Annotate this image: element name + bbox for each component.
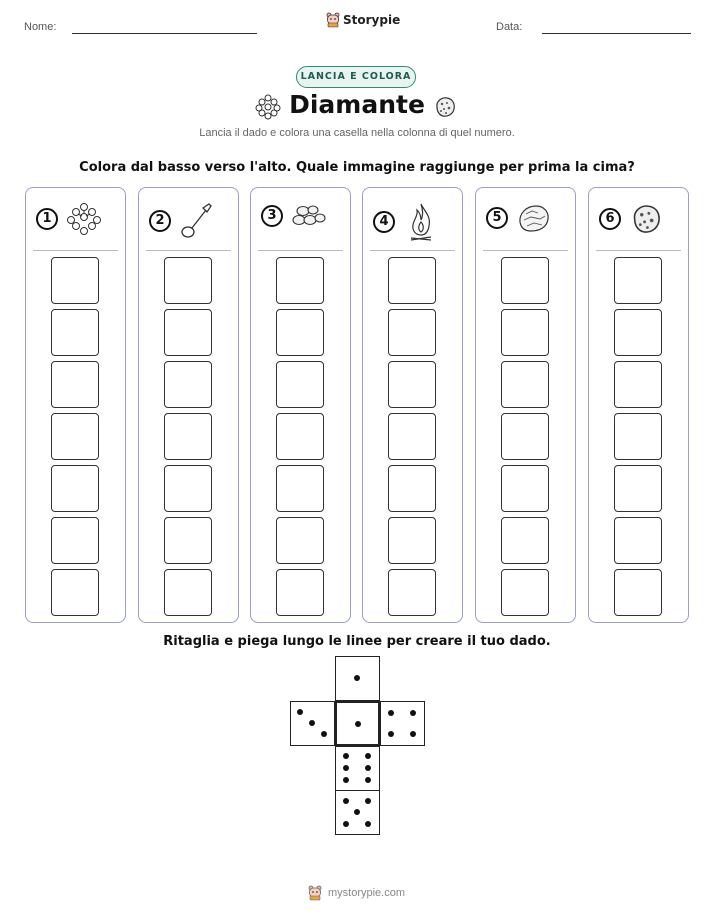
column-2	[138, 187, 239, 623]
color-box[interactable]	[614, 517, 662, 564]
color-box[interactable]	[614, 257, 662, 304]
column-divider	[483, 250, 568, 251]
die-face-1	[335, 656, 380, 701]
color-box[interactable]	[501, 257, 549, 304]
color-box[interactable]	[164, 517, 212, 564]
color-box[interactable]	[388, 465, 436, 512]
color-box[interactable]	[388, 569, 436, 616]
color-box[interactable]	[501, 465, 549, 512]
color-box[interactable]	[164, 413, 212, 460]
die-pip	[388, 731, 394, 737]
column-divider	[370, 250, 455, 251]
color-box[interactable]	[276, 309, 324, 356]
color-box[interactable]	[164, 569, 212, 616]
column-number: 3	[261, 205, 283, 227]
die-pip	[321, 731, 327, 737]
column-divider	[258, 250, 343, 251]
die-pip	[365, 765, 371, 771]
die-face-3	[290, 701, 335, 746]
color-box[interactable]	[276, 569, 324, 616]
column-6	[588, 187, 689, 623]
color-box[interactable]	[388, 257, 436, 304]
color-box[interactable]	[501, 569, 549, 616]
color-box[interactable]	[388, 413, 436, 460]
column-divider	[146, 250, 231, 251]
die-pip	[343, 798, 349, 804]
die-pip	[365, 821, 371, 827]
color-box[interactable]	[614, 309, 662, 356]
die-face-6	[335, 746, 380, 791]
coal-pile-icon	[291, 202, 327, 230]
column-divider	[33, 250, 118, 251]
color-box[interactable]	[614, 361, 662, 408]
activity-badge: LANCIA E COLORA	[296, 66, 416, 88]
name-label: Nome:	[24, 21, 57, 33]
die-pip	[343, 777, 349, 783]
die-face-5	[335, 790, 380, 835]
color-box[interactable]	[276, 517, 324, 564]
color-box[interactable]	[164, 361, 212, 408]
color-box[interactable]	[51, 309, 99, 356]
color-box[interactable]	[388, 361, 436, 408]
brand-logo	[326, 12, 400, 28]
die-pip	[343, 753, 349, 759]
color-box[interactable]	[164, 257, 212, 304]
die-pip	[297, 709, 303, 715]
color-box[interactable]	[51, 465, 99, 512]
color-box[interactable]	[388, 517, 436, 564]
color-box[interactable]	[614, 465, 662, 512]
column-divider	[596, 250, 681, 251]
die-pip	[343, 765, 349, 771]
column-number: 2	[149, 210, 171, 232]
color-box[interactable]	[614, 413, 662, 460]
color-box[interactable]	[164, 309, 212, 356]
page-title: Diamante	[289, 90, 425, 119]
die-face-1-center	[335, 701, 380, 746]
date-line[interactable]	[542, 33, 691, 34]
die-pip	[343, 821, 349, 827]
color-box[interactable]	[51, 413, 99, 460]
meteorite-icon	[433, 95, 457, 119]
brand-name: Storypie	[343, 13, 401, 27]
footer	[308, 885, 405, 901]
die-pip	[410, 710, 416, 716]
color-box[interactable]	[388, 309, 436, 356]
die-pip	[354, 809, 360, 815]
color-box[interactable]	[614, 569, 662, 616]
name-line[interactable]	[72, 33, 257, 34]
color-box[interactable]	[51, 257, 99, 304]
color-box[interactable]	[276, 361, 324, 408]
die-pip	[388, 710, 394, 716]
color-box[interactable]	[276, 413, 324, 460]
color-box[interactable]	[51, 569, 99, 616]
die-pip	[309, 720, 315, 726]
die-pip	[355, 721, 361, 727]
subtitle: Lancia il dado e colora una casella nella colonna di quel numero.	[199, 127, 515, 139]
color-box[interactable]	[51, 361, 99, 408]
color-box[interactable]	[164, 465, 212, 512]
color-box[interactable]	[501, 413, 549, 460]
die-pip	[365, 777, 371, 783]
column-number: 4	[373, 211, 395, 233]
cut-instruction: Ritaglia e piega lungo le linee per creare il tuo dado.	[163, 634, 551, 649]
column-4	[362, 187, 463, 623]
die-face-4	[380, 701, 425, 746]
die-pip	[354, 675, 360, 681]
die-pip	[365, 753, 371, 759]
footer-url: mystorypie.com	[328, 887, 406, 899]
column-number: 6	[599, 208, 621, 230]
column-1	[25, 187, 126, 623]
fire-icon	[403, 202, 439, 242]
meteorite-icon	[629, 202, 663, 236]
die-pip	[410, 731, 416, 737]
diamond-molecule-icon	[66, 202, 102, 236]
pickaxe-icon	[179, 202, 215, 240]
rock-icon	[516, 202, 552, 234]
storypie-mascot-icon	[326, 12, 340, 28]
die-pip	[365, 798, 371, 804]
color-box[interactable]	[501, 309, 549, 356]
date-label: Data:	[496, 21, 523, 33]
column-number: 5	[486, 207, 508, 229]
color-box[interactable]	[276, 257, 324, 304]
column-5	[475, 187, 576, 623]
storypie-mascot-icon	[308, 885, 322, 901]
column-3	[250, 187, 351, 623]
column-number: 1	[36, 208, 58, 230]
color-box[interactable]	[501, 361, 549, 408]
color-box[interactable]	[276, 465, 324, 512]
color-box[interactable]	[51, 517, 99, 564]
instruction: Colora dal basso verso l'alto. Quale immagine raggiunge per prima la cima?	[79, 160, 635, 175]
color-box[interactable]	[501, 517, 549, 564]
